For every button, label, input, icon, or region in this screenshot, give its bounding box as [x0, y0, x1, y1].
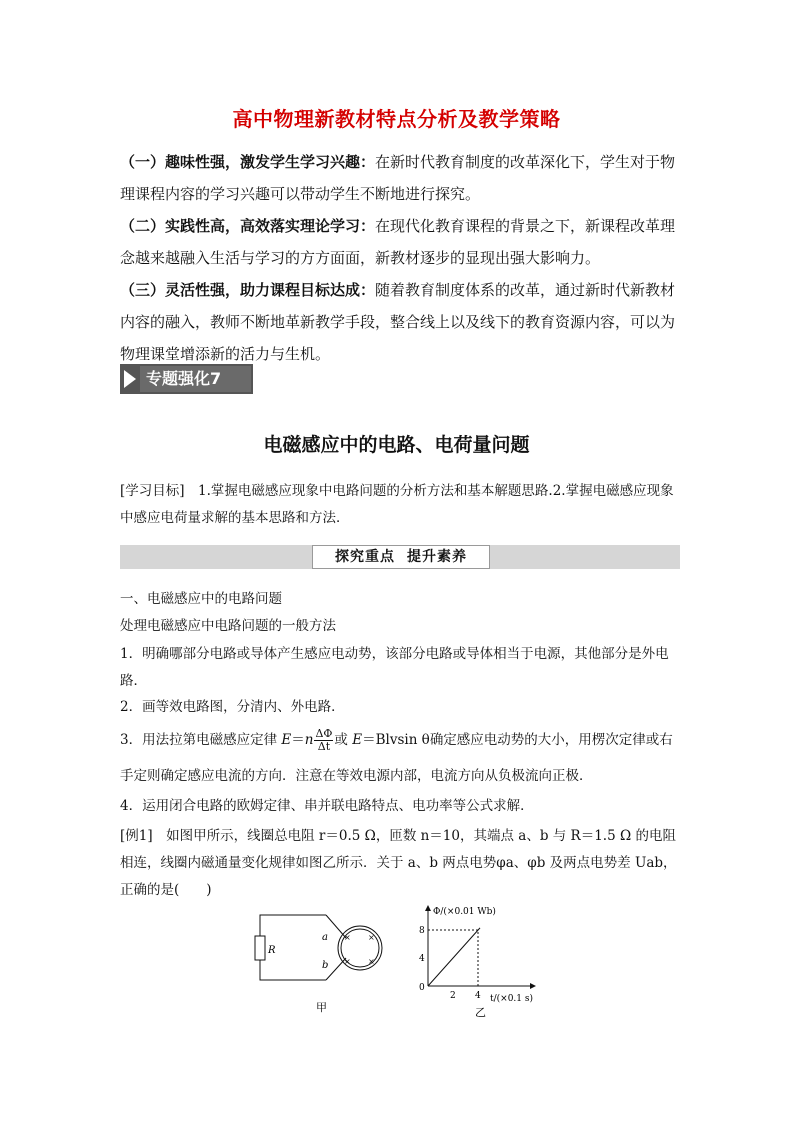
intro-heading-2: （二）实践性高，高效落实理论学习： — [120, 217, 376, 235]
x-axis-label: t/(×0.1 s) — [490, 994, 534, 1004]
caption-right: 乙 — [475, 1006, 486, 1019]
page-title: 高中物理新教材特点分析及教学策略 — [232, 107, 561, 131]
example-tag: [例1] — [120, 828, 153, 844]
example-text: 如图甲所示，线圈总电阻 r＝0.5 Ω，匝数 n＝10，其端点 a、b 与 R＝1.5 Ω 的电阻相连，线圈内磁通量变化规律如图乙所示．关于 a、b 两点电势φa、φb 及两点电势差 Uab，正确的是( ) — [120, 828, 677, 898]
step3-eq: ＝ — [291, 732, 305, 748]
resistor-label: R — [268, 945, 276, 956]
intro-paragraph-1 — [120, 146, 680, 210]
intro-body-3: 随着教育制度体系的改革，通过新时代新教材内容的融入，教师不断地革新教学手段，整合线上以及线下的教育资源内容，可以为物理课堂增添新的活力与生机。 — [120, 281, 676, 363]
y-tick-label: 4 — [419, 954, 425, 964]
intro-body-1: 在新时代教育制度的改革深化下，学生对于物理课程内容的学习兴趣可以带动学生不断地进行探究。 — [120, 153, 676, 203]
step-1: 1．明确哪部分电路或导体产生感应电动势，该部分电路或导体相当于电源，其他部分是外电路． — [120, 646, 669, 689]
step3-n: n — [304, 732, 314, 748]
fraction-numerator: ΔΦ — [315, 727, 333, 740]
x-tick-label: 2 — [450, 991, 456, 1001]
section-title: 电磁感应中的电路、电荷量问题 — [263, 434, 530, 456]
field-mark: × — [368, 957, 375, 966]
origin-label: 0 — [419, 983, 425, 993]
circuit-heading: 一、电磁感应中的电路问题 — [120, 591, 282, 607]
method-heading: 处理电磁感应中电路问题的一般方法 — [120, 618, 336, 634]
topic-badge: 专题强化7 — [140, 366, 251, 392]
learning-goal — [120, 478, 680, 532]
y-axis-arrow-icon — [425, 905, 431, 911]
y-tick-label: 8 — [419, 926, 425, 936]
section-band-label — [312, 545, 490, 569]
play-arrow-icon — [124, 370, 136, 388]
band-left: 探究重点 — [335, 549, 395, 565]
fraction-denominator: Δt — [317, 740, 331, 753]
intro-paragraph-3 — [120, 274, 680, 370]
intro-heading-1: （一）趣味性强，激发学生学习兴趣： — [120, 153, 376, 171]
x-tick-label: 4 — [475, 991, 481, 1001]
y-axis-label: Φ/(×0.01 Wb) — [433, 907, 496, 917]
resistor — [255, 936, 265, 960]
intro-body-2: 在现代化教育课程的背景之下，新课程改革理念越来越融入生活与学习的方方面面，新教材逐步的显现出强大影响力。 — [120, 217, 676, 267]
band-right: 提升素养 — [407, 549, 467, 565]
field-mark: × — [344, 957, 351, 966]
goal-text: 1.掌握电磁感应现象中电路问题的分析方法和基本解题思路.2.掌握电磁感应现象中感应电荷量求解的基本思路和方法． — [120, 483, 674, 526]
step-2: 2．画等效电路图，分清内、外电路． — [120, 699, 345, 715]
step3-e1: E — [281, 732, 292, 748]
caption-left: 甲 — [316, 1001, 327, 1014]
figure — [250, 900, 570, 1020]
intro-heading-3: （三）灵活性强，助力课程目标达成： — [120, 281, 376, 299]
step3-e2: E — [352, 732, 363, 748]
example-1 — [120, 823, 680, 904]
x-axis-arrow-icon — [530, 983, 536, 989]
goal-tag: [学习目标] — [120, 483, 185, 499]
terminal-a-label: a — [322, 932, 328, 943]
flux-chart — [419, 905, 536, 1004]
step3-text-b: 确定感应电动势的大小，用楞次定律或右 — [429, 732, 673, 748]
step3-text-a: 3．用法拉第电磁感应定律 — [120, 732, 282, 748]
step3-or: 或 — [334, 732, 353, 748]
step3-blv: ＝Blvsin θ — [362, 732, 430, 748]
step-4: 4．运用闭合电路的欧姆定律、串并联电路特点、电功率等公式求解． — [120, 798, 534, 814]
terminal-b-label: b — [322, 960, 329, 971]
intro-paragraph-2 — [120, 210, 680, 274]
delta-phi-fraction — [314, 728, 333, 753]
step-3-cont: 手定则确定感应电流的方向．注意在等效电源内部，电流方向从负极流向正极． — [120, 768, 593, 784]
series-line — [428, 928, 480, 986]
step-3 — [120, 728, 680, 753]
field-mark: × — [368, 933, 375, 942]
field-mark: × — [344, 933, 351, 942]
